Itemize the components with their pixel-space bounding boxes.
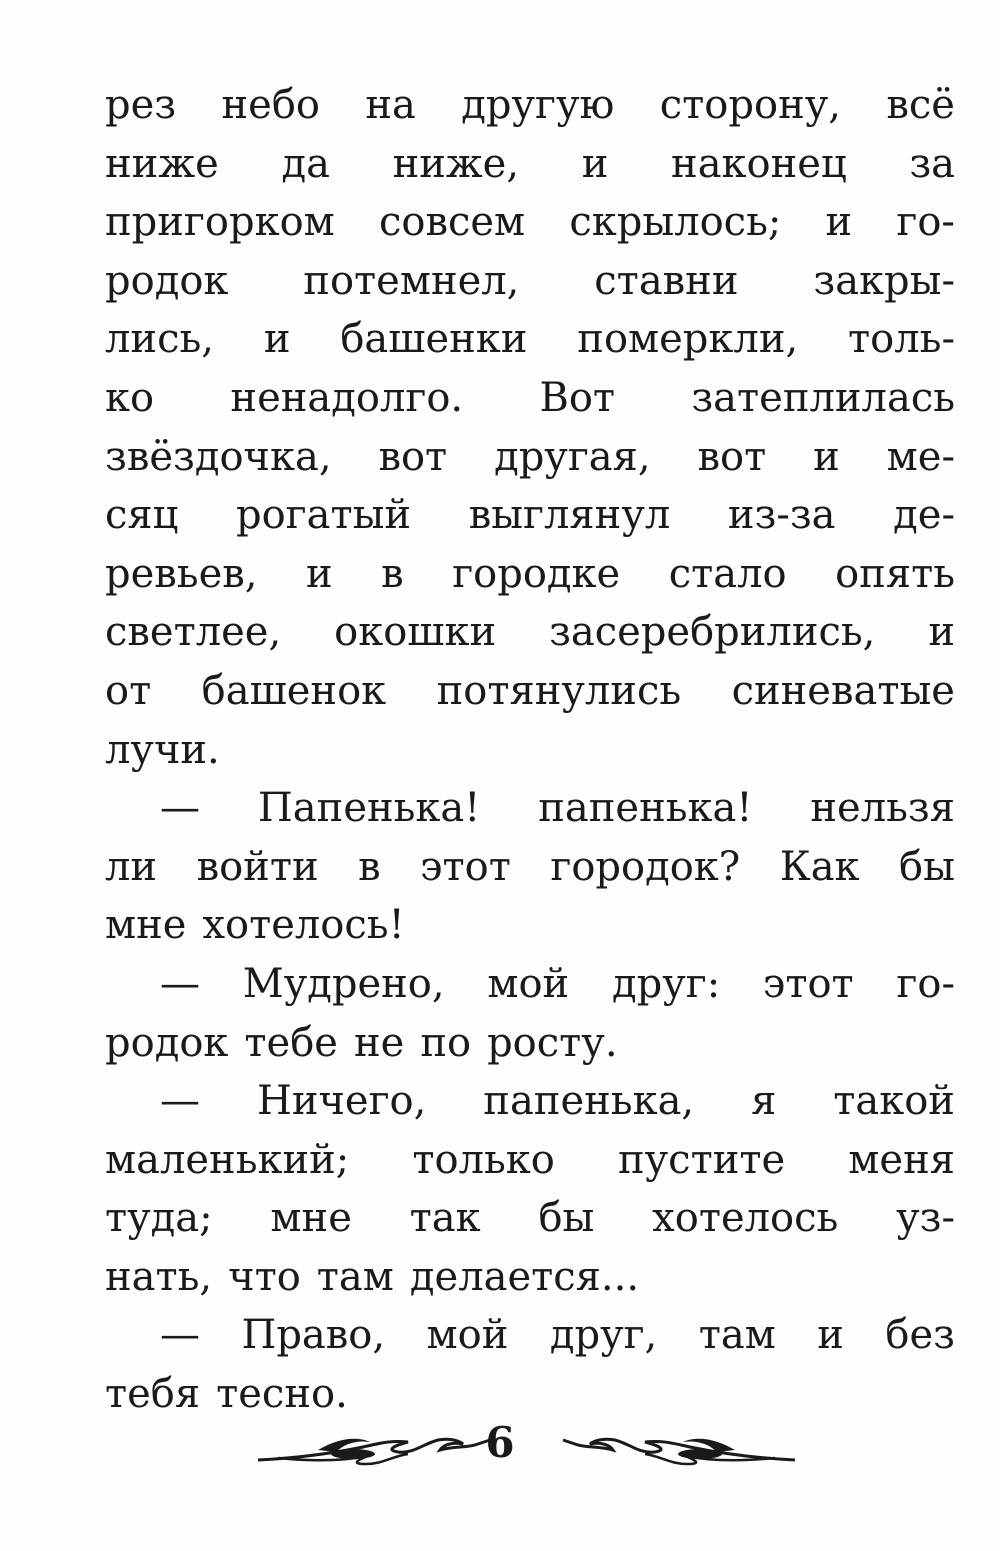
word: мне [105,902,187,949]
text-line [105,252,955,311]
word: синеватые [731,667,955,714]
word: — [160,1312,200,1359]
text-line [105,721,955,780]
page-number: 6 [485,1418,515,1467]
word: Как [779,843,860,890]
word: меня [848,1136,955,1183]
word: и [817,1312,844,1359]
word: — [160,1078,200,1125]
word: родок [105,1019,229,1066]
word: тесно. [216,1371,348,1418]
word: рез [105,82,177,128]
text-line [105,896,955,955]
word: засеребрились, [549,609,876,656]
text-line [105,1072,955,1131]
word: ко [105,374,155,421]
word: делается... [409,1253,640,1300]
word: и [581,140,609,187]
word: звёздочка, [105,433,332,480]
word: Право, [241,1312,386,1359]
word: папенька, [483,1078,695,1125]
word: потемнел, [303,257,520,304]
word: вот [378,433,448,480]
word: без [885,1312,955,1359]
text-line [105,486,955,545]
word: де- [893,492,955,539]
word: ме- [886,433,955,480]
word: сяц [105,492,179,539]
text-line [105,779,955,838]
word: нельзя [810,785,955,832]
text-line [105,1014,955,1073]
word: только [412,1136,555,1183]
word: тебя [105,1371,201,1418]
page-footer [0,1410,1000,1490]
word: мой [426,1312,509,1359]
word: другая, [494,433,651,480]
word: там [316,1253,394,1300]
word: и [825,199,853,246]
word: башенки [340,316,528,363]
word: тебе [244,1019,338,1066]
word: выглянул [468,492,671,539]
word: рогатый [235,492,412,539]
word: мой [487,960,570,1007]
word: и [928,609,955,656]
word: Вот [539,374,616,421]
word: городке [452,550,621,597]
word: родок [105,257,229,304]
word: городок? [550,843,741,890]
text-line [105,955,955,1014]
word: в [381,550,404,597]
word: Ничего, [256,1078,427,1125]
word: — [160,960,200,1007]
word: и [305,550,333,597]
word: этот [420,843,511,890]
word: — [160,785,200,832]
word: по [420,1019,472,1066]
text-line [105,545,955,604]
word: скрылось; [569,199,782,246]
word: ли [105,843,158,890]
text-line [105,428,955,487]
word: опять [835,550,955,597]
word: сторону, [659,82,841,128]
word: этот [762,960,854,1007]
word: там [698,1312,776,1359]
word: из-за [727,492,836,539]
word: росту. [487,1019,618,1066]
word: потянулись [436,667,682,714]
text-line [105,662,955,721]
word: папенька! [538,785,753,832]
word: друг, [549,1312,658,1359]
word: уз- [896,1195,955,1242]
word: да [281,140,330,187]
word: хотелось! [202,902,405,949]
word: и [263,316,291,363]
flourish-right-icon [555,1430,795,1470]
text-line [105,1189,955,1248]
word: небо [221,82,320,128]
word: другую [461,82,615,128]
word: Папенька! [257,785,481,832]
word: так [409,1195,481,1242]
word: я [751,1078,777,1125]
word: друг: [611,960,721,1007]
word: не [353,1019,405,1066]
word: и [813,433,840,480]
word: окошки [334,609,497,656]
word: бы [538,1195,595,1242]
word: что [228,1253,301,1300]
word: закры- [813,257,955,304]
word: наконец [671,140,847,187]
text-line [105,603,955,662]
text-line [105,310,955,369]
text-line [105,369,955,428]
word: го- [896,199,955,246]
word: войти [196,843,319,890]
word: затеплилась [691,374,955,421]
word: от [105,667,152,714]
word: за [909,140,955,187]
word: бы [899,843,955,890]
word: лись, [105,316,214,363]
word: мне [270,1195,352,1242]
text-line [105,838,955,897]
text-line [105,1306,955,1365]
word: померкли, [577,316,799,363]
word: вот [697,433,767,480]
word: пустите [617,1136,786,1183]
word: такой [833,1078,955,1125]
story-text [105,76,955,1424]
word: пригорком [105,199,335,246]
word: лучи. [105,726,220,773]
word: ревьев, [105,550,258,597]
word: в [358,843,381,890]
word: всё [886,82,955,128]
word: Мудрено, [242,960,445,1007]
word: ставни [594,257,739,304]
word: нать, [105,1253,213,1300]
word: ниже [105,140,219,187]
word: ниже, [392,140,520,187]
word: совсем [378,199,526,246]
word: го- [896,960,955,1007]
word: ненадолго. [230,374,464,421]
text-line [105,135,955,194]
word: стало [668,550,787,597]
text-line [105,76,955,135]
text-line [105,193,955,252]
word: туда; [105,1195,213,1242]
word: на [365,82,416,128]
text-line [105,1248,955,1307]
word: хотелось [652,1195,839,1242]
word: толь- [848,316,955,363]
text-line [105,1131,955,1190]
word: башенок [201,667,387,714]
word: маленький; [105,1136,350,1183]
word: светлее, [105,609,282,656]
